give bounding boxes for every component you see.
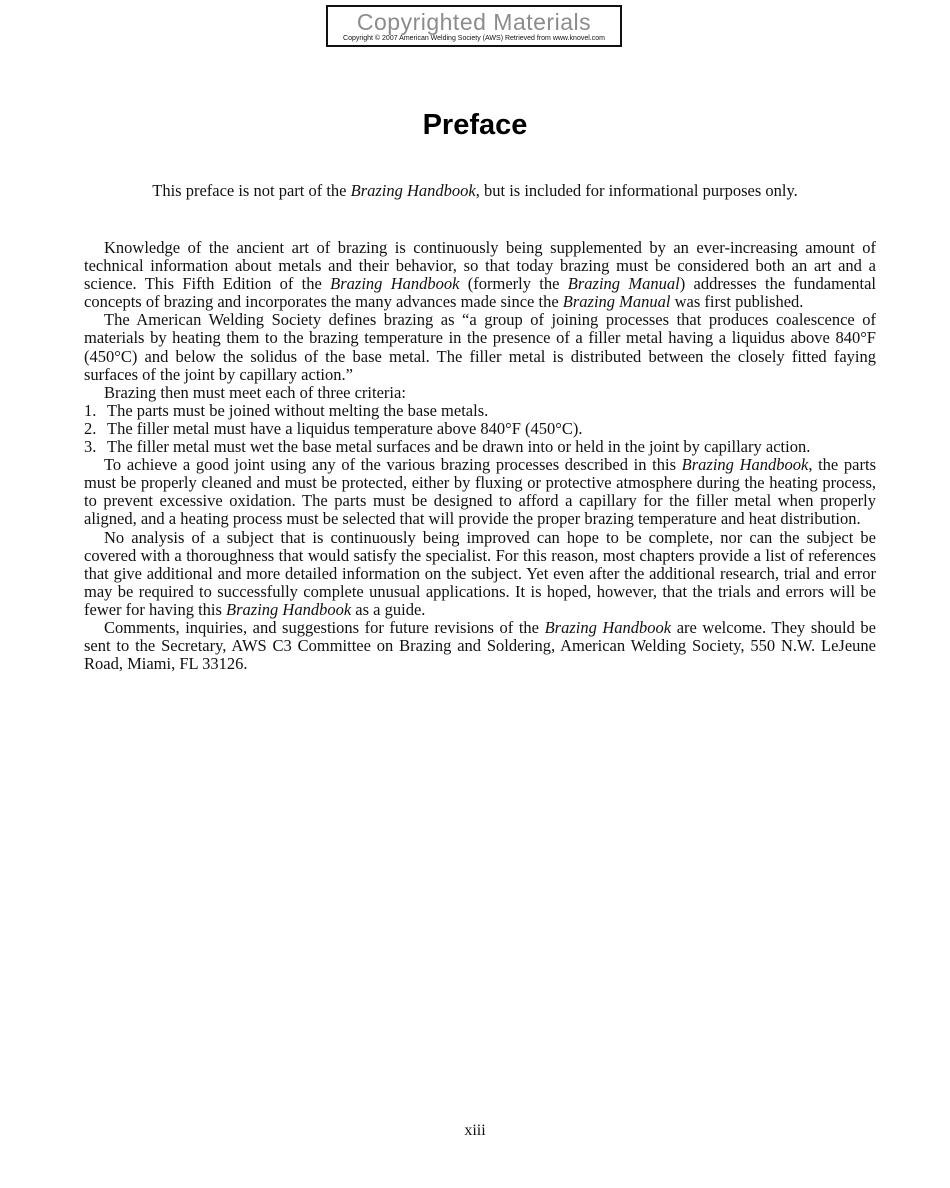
paragraph: The American Welding Society defines brazing as “a group of joining processes that produces coalescence of materials by heating them to the brazing temperature in the presence of a filler metal having a liquidus above 840°F (450°C) and below the solidus of the base metal. The filler metal is distributed between the closely fitted faying surfaces of the joint by capillary action.” [84,310,876,384]
stamp-title: Copyrighted Materials [356,9,592,35]
paragraph: Knowledge of the ancient art of brazing is continuously being supplemented by an ever-increasing amount of technical information about metals and their behavior, so that today brazing must be considered both an art and a science. This Fifth Edition of the Brazing Handbook (formerly the Brazing Manual) addresses the fundamental concepts of brazing and incorporates the many advances made since the Brazing Manual was first published. [84,238,876,312]
list-item: 2. The filler metal must have a liquidus temperature above 840°F (450°C). [84,418,583,438]
preface-body [84,239,876,673]
paragraph: To achieve a good joint using any of the various brazing processes described in this Brazing Handbook, the parts must be properly cleaned and must be protected, either by fluxing or protective atmosphere during the heating process, to prevent excessive oxidation. The parts must be designed to afford a capillary for the filler metal when properly aligned, and a heating process must be selected that will provide the proper brazing temperature and heat distribution. [84,455,876,529]
intro-note: This preface is not part of the Brazing Handbook, but is included for informational purposes only. [152,181,798,200]
stamp-notice: Copyright © 2007 American Welding Society (AWS) Retrieved from www.knovel.com [343,35,605,42]
list-item: 1. The parts must be joined without melting the base metals. [84,400,489,420]
copyright-stamp [326,5,622,47]
paragraph: Comments, inquiries, and suggestions for future revisions of the Brazing Handbook are welcome. They should be sent to the Secretary, AWS C3 Committee on Brazing and Soldering, American Welding Society, 550 N.W. LeJeune Road, Miami, FL 33126. [84,617,876,674]
paragraph: Brazing then must meet each of three criteria: [104,382,406,402]
page-number: xiii [464,1122,486,1139]
paragraph: No analysis of a subject that is continuously being improved can hope to be complete, nor can the subject be covered with a thoroughness that would satisfy the specialist. For this reason, most chapters provide a list of references that give additional and more detailed information on the subject. Yet even after the additional research, trial and error may be required to successfully complete unusual applications. It is hoped, however, that the trials and errors will be fewer for having this Brazing Handbook as a guide. [84,527,876,619]
list-item: 3. The filler metal must wet the base metal surfaces and be drawn into or held in the joint by capillary action. [84,437,811,457]
page-title: Preface [422,109,528,141]
